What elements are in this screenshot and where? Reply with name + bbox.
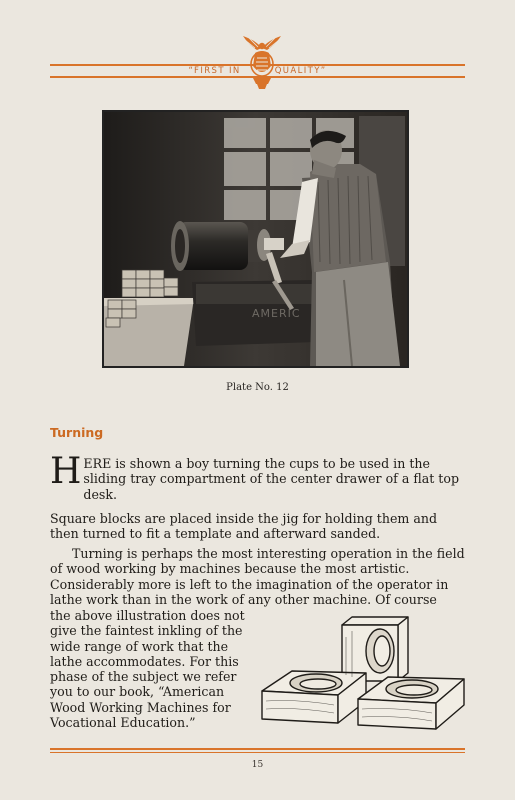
paragraph-turning-continued: the above illustration does not give the faintest inkling of the wide range of work that the lathe accommodates. For this phase of the subject we refer you to our book, “American Wood Working Machines for Vocational Education.”: [50, 608, 245, 731]
plate-photo: [102, 110, 409, 368]
page-number: 15: [251, 760, 264, 770]
header-slogan-right: QUALITY”: [272, 66, 330, 76]
drop-cap: H: [50, 451, 82, 492]
plate-caption: Plate No. 12: [226, 382, 289, 393]
eagle-emblem-icon: [241, 34, 283, 92]
section-heading: Turning: [50, 425, 104, 440]
footer-rule: [50, 748, 465, 750]
paragraph-turning: Turning is perhaps the most interesting operation in the field of wood working by machines because the most artistic. Considerably more is left to the imagination of the operator in lathe work than in the work of any other machine. Of course: [50, 546, 465, 607]
paragraph-intro: [50, 451, 466, 502]
header-slogan-left: “FIRST IN: [185, 66, 243, 76]
footer-rule-thin: [50, 752, 465, 753]
machine-lettering: AMERIC: [252, 307, 301, 320]
lathe-operator-image: [104, 112, 407, 366]
paragraph-blocks: Square blocks are placed inside the jig for holding them and then turned to fit a template and afterward sanded.: [50, 511, 438, 542]
paragraph-intro-text: ERE is shown a boy turning the cups to be used in the sliding tray compartment of the center drawer of a flat top desk.: [83, 456, 460, 502]
turned-blocks-illustration: [258, 615, 470, 733]
